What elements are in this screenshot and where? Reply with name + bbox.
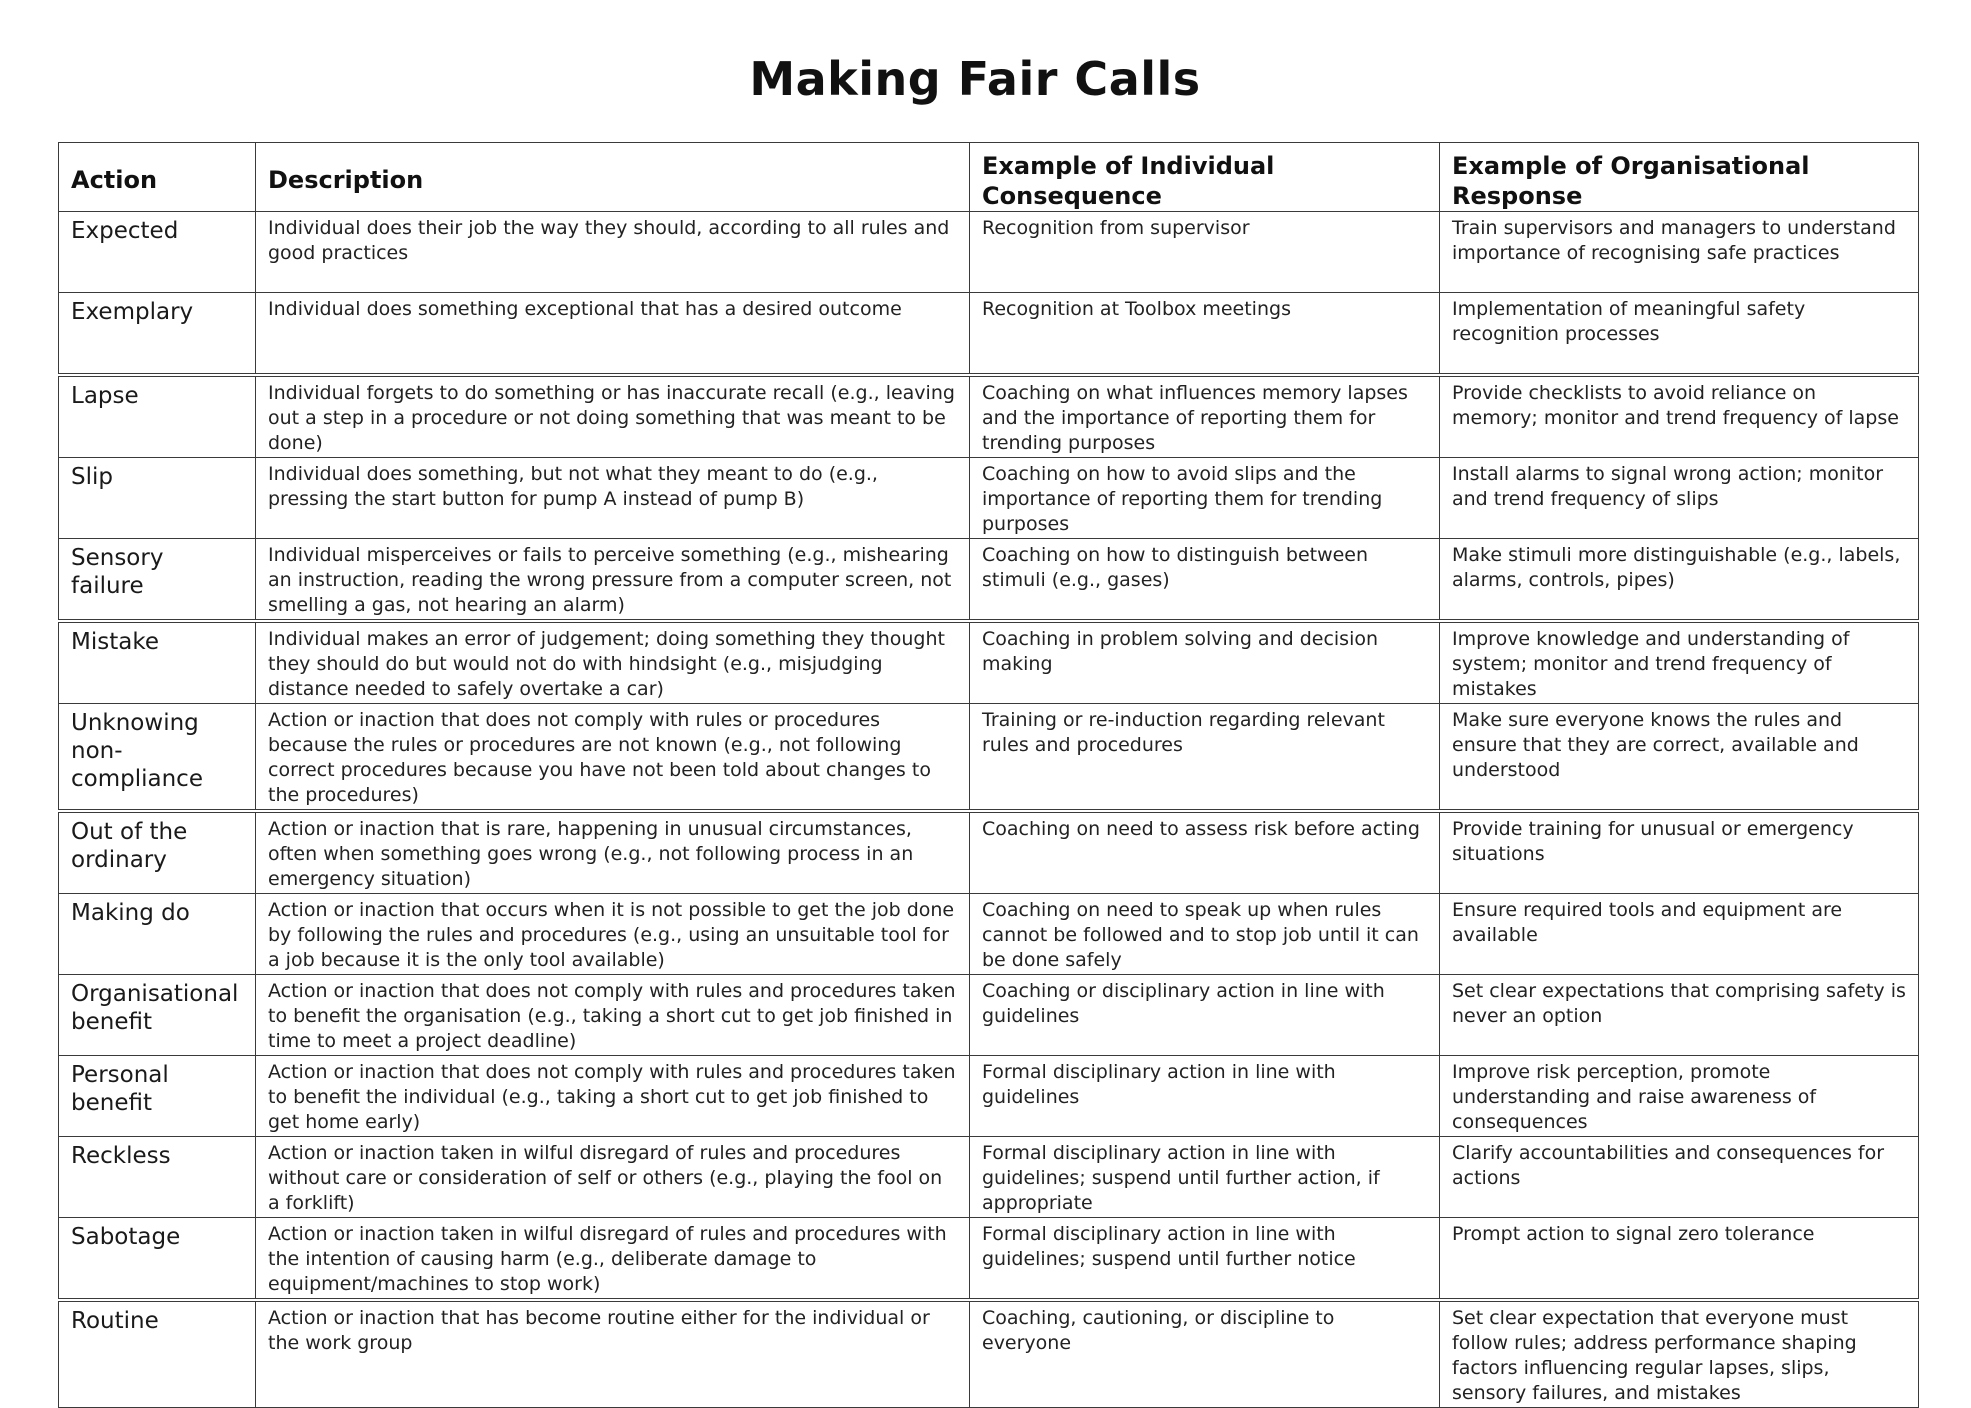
cell-description: Action or inaction that has become routine either for the individual or the work group bbox=[256, 1300, 970, 1408]
table-row bbox=[59, 894, 1919, 975]
cell-description: Action or inaction that does not comply with rules or procedures because the rules or procedures are not known (e.g., not following correct procedures because you have not been told about changes to the procedures) bbox=[256, 704, 970, 812]
cell-description: Action or inaction that is rare, happening in unusual circumstances, often when something goes wrong (e.g., not following process in an emergency situation) bbox=[256, 811, 970, 894]
cell-action: Slip bbox=[59, 458, 256, 539]
fair-calls-table bbox=[58, 142, 1919, 1408]
table-row bbox=[59, 1137, 1919, 1218]
cell-consequence: Coaching on how to avoid slips and the importance of reporting them for trending purposes bbox=[970, 458, 1440, 539]
cell-action: Sabotage bbox=[59, 1218, 256, 1301]
column-header-individual-consequence: Example of Individual Consequence bbox=[970, 143, 1440, 212]
cell-consequence: Coaching or disciplinary action in line with guidelines bbox=[970, 975, 1440, 1056]
cell-action: Sensory failure bbox=[59, 539, 256, 622]
cell-response: Ensure required tools and equipment are available bbox=[1440, 894, 1919, 975]
table-row bbox=[59, 975, 1919, 1056]
cell-consequence: Coaching in problem solving and decision making bbox=[970, 621, 1440, 704]
cell-action: Expected bbox=[59, 212, 256, 293]
table-row bbox=[59, 458, 1919, 539]
table-row bbox=[59, 704, 1919, 812]
cell-action: Making do bbox=[59, 894, 256, 975]
cell-consequence: Coaching on need to speak up when rules cannot be followed and to stop job until it can be done safely bbox=[970, 894, 1440, 975]
cell-consequence: Formal disciplinary action in line with guidelines; suspend until further notice bbox=[970, 1218, 1440, 1301]
table-row bbox=[59, 293, 1919, 376]
cell-description: Individual does their job the way they should, according to all rules and good practices bbox=[256, 212, 970, 293]
column-header-organisational-response: Example of Organisational Response bbox=[1440, 143, 1919, 212]
table-row bbox=[59, 375, 1919, 458]
table-header-row bbox=[59, 143, 1919, 212]
cell-consequence: Coaching on how to distinguish between stimuli (e.g., gases) bbox=[970, 539, 1440, 622]
cell-consequence: Recognition from supervisor bbox=[970, 212, 1440, 293]
cell-consequence: Coaching, cautioning, or discipline to everyone bbox=[970, 1300, 1440, 1408]
table-row bbox=[59, 1218, 1919, 1301]
cell-response: Install alarms to signal wrong action; monitor and trend frequency of slips bbox=[1440, 458, 1919, 539]
table-row bbox=[59, 621, 1919, 704]
cell-action: Lapse bbox=[59, 375, 256, 458]
page-title: Making Fair Calls bbox=[749, 52, 1201, 106]
cell-response: Train supervisors and managers to understand importance of recognising safe practices bbox=[1440, 212, 1919, 293]
cell-response: Clarify accountabilities and consequences for actions bbox=[1440, 1137, 1919, 1218]
cell-action: Routine bbox=[59, 1300, 256, 1408]
cell-response: Provide checklists to avoid reliance on memory; monitor and trend frequency of lapse bbox=[1440, 375, 1919, 458]
cell-action: Organisational benefit bbox=[59, 975, 256, 1056]
cell-description: Individual forgets to do something or has inaccurate recall (e.g., leaving out a step in a procedure or not doing something that was meant to be done) bbox=[256, 375, 970, 458]
cell-description: Action or inaction taken in wilful disregard of rules and procedures with the intention of causing harm (e.g., deliberate damage to equipment/machines to stop work) bbox=[256, 1218, 970, 1301]
table-row bbox=[59, 811, 1919, 894]
cell-response: Provide training for unusual or emergency situations bbox=[1440, 811, 1919, 894]
cell-consequence: Training or re-induction regarding relevant rules and procedures bbox=[970, 704, 1440, 812]
cell-response: Prompt action to signal zero tolerance bbox=[1440, 1218, 1919, 1301]
cell-action: Mistake bbox=[59, 621, 256, 704]
cell-description: Action or inaction that does not comply with rules and procedures taken to benefit the individual (e.g., taking a short cut to get job finished to get home early) bbox=[256, 1056, 970, 1137]
column-header-action: Action bbox=[59, 143, 256, 212]
cell-action: Out of the ordinary bbox=[59, 811, 256, 894]
cell-description: Action or inaction that does not comply with rules and procedures taken to benefit the organisation (e.g., taking a short cut to get job finished in time to meet a project deadline) bbox=[256, 975, 970, 1056]
cell-consequence: Recognition at Toolbox meetings bbox=[970, 293, 1440, 376]
cell-response: Improve knowledge and understanding of system; monitor and trend frequency of mistakes bbox=[1440, 621, 1919, 704]
cell-response: Implementation of meaningful safety recognition processes bbox=[1440, 293, 1919, 376]
cell-response: Set clear expectation that everyone must follow rules; address performance shaping factors influencing regular lapses, slips, sensory failures, and mistakes bbox=[1440, 1300, 1919, 1408]
cell-action: Personal benefit bbox=[59, 1056, 256, 1137]
cell-response: Improve risk perception, promote understanding and raise awareness of consequences bbox=[1440, 1056, 1919, 1137]
cell-consequence: Coaching on what influences memory lapses and the importance of reporting them for trending purposes bbox=[970, 375, 1440, 458]
cell-consequence: Coaching on need to assess risk before acting bbox=[970, 811, 1440, 894]
table-row bbox=[59, 1056, 1919, 1137]
cell-description: Individual makes an error of judgement; doing something they thought they should do but would not do with hindsight (e.g., misjudging distance needed to safely overtake a car) bbox=[256, 621, 970, 704]
table-row bbox=[59, 212, 1919, 293]
cell-action: Exemplary bbox=[59, 293, 256, 376]
cell-consequence: Formal disciplinary action in line with guidelines bbox=[970, 1056, 1440, 1137]
cell-description: Action or inaction that occurs when it is not possible to get the job done by following the rules and procedures (e.g., using an unsuitable tool for a job because it is the only tool available) bbox=[256, 894, 970, 975]
cell-consequence: Formal disciplinary action in line with guidelines; suspend until further action, if appropriate bbox=[970, 1137, 1440, 1218]
cell-response: Make stimuli more distinguishable (e.g., labels, alarms, controls, pipes) bbox=[1440, 539, 1919, 622]
cell-description: Individual does something exceptional that has a desired outcome bbox=[256, 293, 970, 376]
cell-response: Make sure everyone knows the rules and ensure that they are correct, available and understood bbox=[1440, 704, 1919, 812]
cell-action: Unknowing non-compliance bbox=[59, 704, 256, 812]
cell-description: Individual does something, but not what they meant to do (e.g., pressing the start button for pump A instead of pump B) bbox=[256, 458, 970, 539]
cell-description: Action or inaction taken in wilful disregard of rules and procedures without care or consideration of self or others (e.g., playing the fool on a forklift) bbox=[256, 1137, 970, 1218]
table-row bbox=[59, 539, 1919, 622]
table-row bbox=[59, 1300, 1919, 1408]
cell-description: Individual misperceives or fails to perceive something (e.g., mishearing an instruction, reading the wrong pressure from a computer screen, not smelling a gas, not hearing an alarm) bbox=[256, 539, 970, 622]
column-header-description: Description bbox=[256, 143, 970, 212]
cell-action: Reckless bbox=[59, 1137, 256, 1218]
cell-response: Set clear expectations that comprising safety is never an option bbox=[1440, 975, 1919, 1056]
